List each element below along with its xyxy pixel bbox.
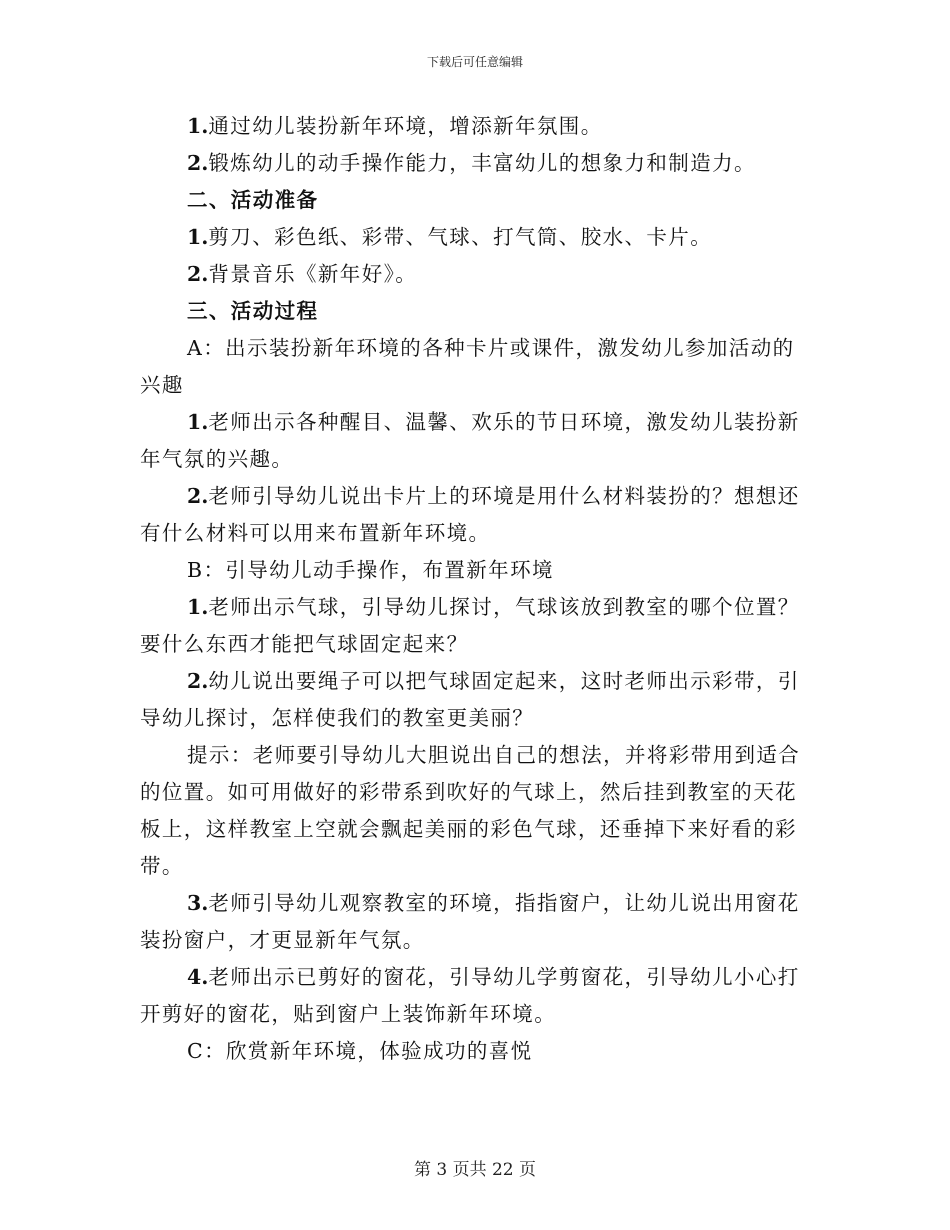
paragraph: C：欣赏新年环境，体验成功的喜悦 bbox=[187, 1039, 533, 1063]
list-item: 1.剪刀、彩色纸、彩带、气球、打气筒、胶水、卡片。 bbox=[187, 225, 713, 249]
list-item: 4.老师出示已剪好的窗花，引导幼儿学剪窗花，引导幼儿小心打开剪好的窗花，贴到窗户上装饰新年环境。 bbox=[140, 965, 800, 1026]
section-heading: 二、活动准备 bbox=[187, 188, 319, 212]
list-item: 1.通过幼儿装扮新年环境，增添新年氛围。 bbox=[187, 114, 603, 138]
list-item: 2.锻炼幼儿的动手操作能力，丰富幼儿的想象力和制造力。 bbox=[187, 151, 756, 175]
list-item: 1.老师出示各种醒目、温馨、欢乐的节日环境，激发幼儿装扮新年气氛的兴趣。 bbox=[140, 410, 800, 471]
paragraph: 提示：老师要引导幼儿大胆说出自己的想法，并将彩带用到适合的位置。如可用做好的彩带系到吹好的气球上，然后挂到教室的天花板上，这样教室上空就会飘起美丽的彩色气球，还垂掉下来好看的彩带。 bbox=[140, 743, 801, 878]
page-header: 下载后可任意编辑 bbox=[426, 55, 523, 69]
list-item: 3.老师引导幼儿观察教室的环境，指指窗户，让幼儿说出用窗花装扮窗户，才更显新年气氛。 bbox=[140, 891, 800, 952]
list-item: 2.背景音乐《新年好》。 bbox=[187, 262, 418, 286]
paragraph: A：出示装扮新年环境的各种卡片或课件，激发幼儿参加活动的兴趣 bbox=[140, 336, 795, 397]
section-heading: 三、活动过程 bbox=[187, 299, 319, 323]
paragraph: B：引导幼儿动手操作，布置新年环境 bbox=[187, 558, 554, 582]
page-footer: 第 3 页共 22 页 bbox=[413, 1160, 537, 1180]
list-item: 1.老师出示气球，引导幼儿探讨，气球该放到教室的哪个位置？要什么东西才能把气球固定起来？ bbox=[140, 595, 800, 656]
list-item: 2.幼儿说出要绳子可以把气球固定起来，这时老师出示彩带，引导幼儿探讨，怎样使我们的教室更美丽？ bbox=[140, 669, 800, 730]
list-item: 2.老师引导幼儿说出卡片上的环境是用什么材料装扮的？想想还有什么材料可以用来布置新年环境。 bbox=[140, 484, 800, 545]
document-body bbox=[140, 108, 810, 1070]
